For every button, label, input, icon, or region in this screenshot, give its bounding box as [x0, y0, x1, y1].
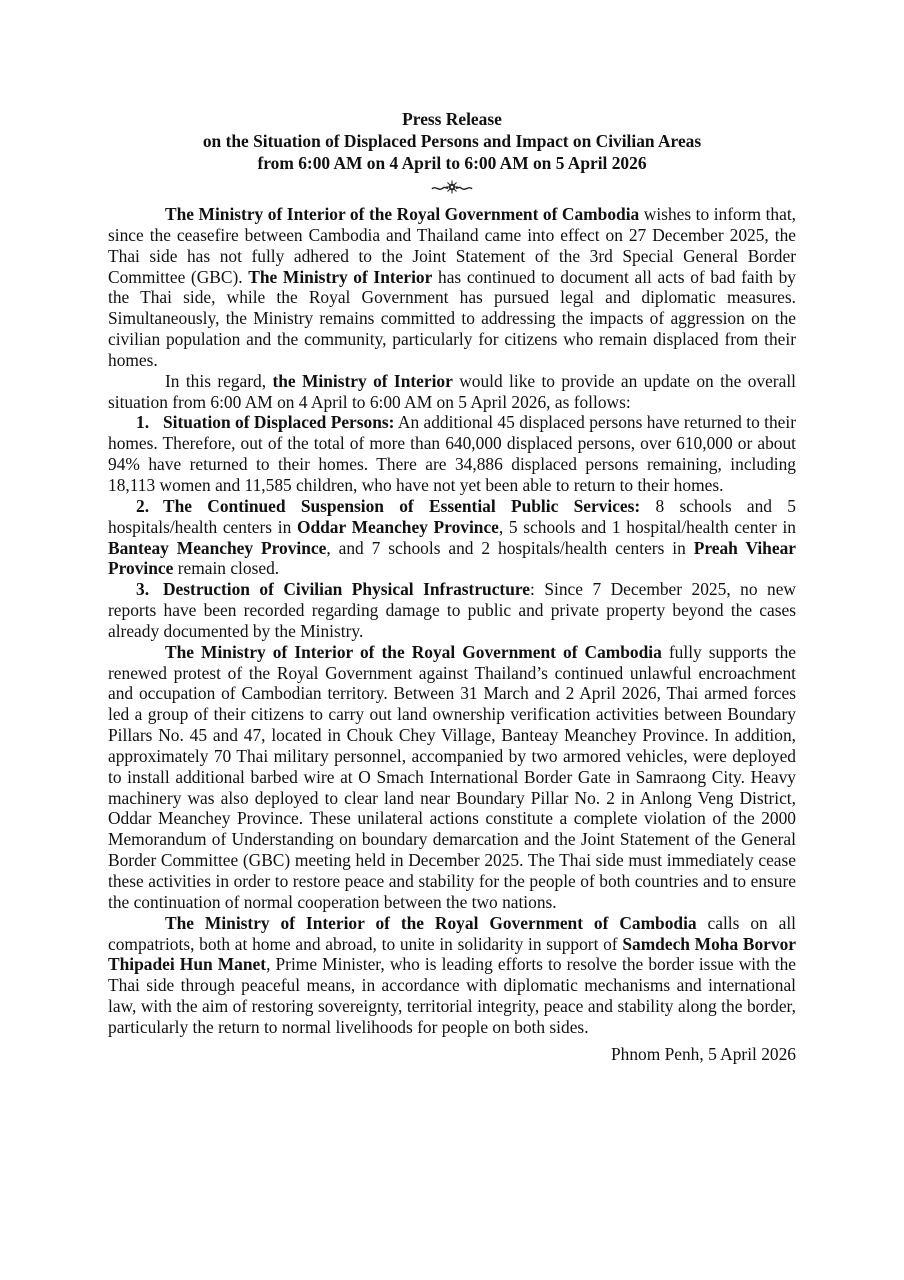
prime-minister-name: Samdech Moha Borvor Thipadei Hun Manet — [108, 933, 796, 975]
protest-paragraph — [108, 642, 796, 913]
list-item-text: : Since 7 December 2025, no new reports have been recorded regarding damage to public and private property beyond the cases already documented by the Ministry. — [108, 579, 796, 641]
title-line-2: on the Situation of Displaced Persons and Impact on Civilian Areas — [202, 131, 702, 151]
intro-paragraph — [108, 204, 796, 371]
list-item-text: 8 schools and 5 hospitals/health centers in — [108, 495, 796, 537]
list-item-text: remain closed. — [173, 558, 280, 579]
list-item-number: 3. — [136, 579, 150, 600]
floral-divider-icon — [430, 180, 474, 194]
place-date-signoff: Phnom Penh, 5 April 2026 — [610, 1043, 796, 1064]
ministry-name-bold: The Ministry of Interior of the Royal Government of Cambodia — [165, 912, 697, 933]
list-item-displaced-persons — [108, 412, 796, 495]
list-item-text: , and 7 schools and 2 hospitals/health centers in — [326, 537, 694, 558]
ministry-name-bold: The Ministry of Interior of the Royal Government of Cambodia — [165, 204, 640, 224]
list-item-text: , 5 schools and 1 hospital/health center in — [498, 516, 796, 537]
list-item-public-services — [108, 496, 796, 579]
list-item-heading: The Continued Suspension of Essential Public Services: — [163, 495, 641, 516]
ministry-name-bold: The Ministry of Interior of the Royal Government of Cambodia — [165, 641, 662, 662]
update-intro-paragraph — [108, 371, 796, 413]
appeal-text-2: , Prime Minister, who is leading efforts to resolve the border issue with the Thai side through peaceful means, in accordance with diplomatic mechanisms and international law, with the aim of restoring sovereignty, territorial integrity, peace and stability along the border, particularly the return to normal livelihoods for people on both sides. — [108, 954, 796, 1037]
province-preah-vihear: Preah Vihear Province — [108, 537, 796, 579]
ministry-short-bold: The Ministry of Interior — [248, 266, 433, 287]
list-item-number: 1. — [136, 412, 150, 433]
list-item-text: An additional 45 displaced persons have returned to their homes. Therefore, out of the total of more than 640,000 displaced persons, over 610,000 or about 94% have returned to their homes. There are 34,886 displaced persons remaining, including 18,113 women and 11,585 children, who have not yet been able to return to their homes. — [108, 412, 797, 495]
update-intro-text-2: would like to provide an update on the overall situation from 6:00 AM on 4 April to 6:00 AM on 5 April 2026, as follows: — [108, 370, 796, 412]
intro-text-2: has continued to document all acts of bad faith by the Thai side, while the Royal Government has pursued legal and diplomatic measures. Simultaneously, the Ministry remains committed to addressing the impacts of aggression on the civilian population and the community, particularly for citizens who remain displaced from their homes. — [108, 266, 797, 370]
list-item-number: 2. — [136, 495, 150, 516]
list-item-heading: Destruction of Civilian Physical Infrastructure — [163, 579, 531, 600]
title-block — [108, 108, 796, 174]
list-item-infrastructure — [108, 579, 796, 642]
title-line-1: Press Release — [402, 109, 502, 129]
intro-text-1: wishes to inform that, since the ceasefire between Cambodia and Thailand came into effect on 27 December 2025, the Thai side has not fully adhered to the Joint Statement of the 3rd Special General Border Committee (GBC). — [108, 204, 797, 287]
list-item-heading: Situation of Displaced Persons: — [163, 412, 395, 433]
appeal-text-1: calls on all compatriots, both at home and abroad, to unite in solidarity in support of — [108, 912, 796, 954]
title-line-3: from 6:00 AM on 4 April to 6:00 AM on 5 April 2026 — [257, 153, 647, 173]
appeal-paragraph — [108, 913, 796, 1038]
protest-text: fully supports the renewed protest of the Royal Government against Thailand’s continued unlawful encroachment and occupation of Cambodian territory. Between 31 March and 2 April 2026, Thai armed forces led a group of their citizens to carry out land ownership verification activities between Boundary Pillars No. 45 and 47, located in Chouk Chey Village, Banteay Meanchey Province. In addition, approximately 70 Thai military personnel, accompanied by two armored vehicles, were deployed to install additional barbed wire at O Smach International Border Gate in Samraong City. Heavy machinery was also deployed to clear land near Boundary Pillar No. 2 in Anlong Veng District, Oddar Meanchey Province. These unilateral actions constitute a complete violation of the 2000 Memorandum of Understanding on boundary demarcation and the Joint Statement of the General Border Committee (GBC) meeting held in December 2025. The Thai side must immediately cease these activities in order to restore peace and stability for the people of both countries and to ensure the continuation of normal cooperation between the two nations. — [108, 641, 797, 912]
update-intro-text-1: In this regard, — [165, 370, 273, 391]
update-intro-bold: the Ministry of Interior — [272, 370, 453, 391]
province-oddar-meanchey: Oddar Meanchey Province — [296, 516, 499, 537]
press-release-page — [108, 108, 796, 1065]
province-banteay-meanchey: Banteay Meanchey Province — [108, 537, 327, 558]
